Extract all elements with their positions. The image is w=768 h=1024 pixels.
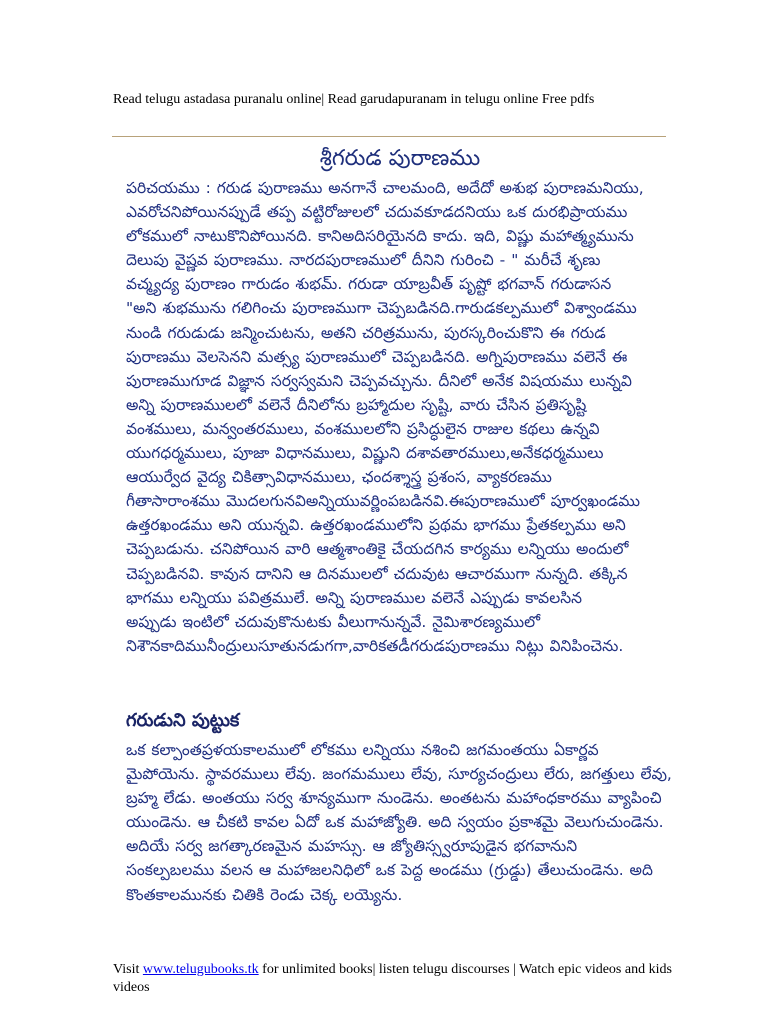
text-line: మైపోయెను. స్థావరములు లేవు. జంగమములు లేవు, సూర్యచంద్రులు లేరు, జగత్తులు లేవు, [126,765,672,784]
header-divider [112,136,666,137]
text-line: అప్పుడు ఇంటిలో చదువుకొనుటకు వీలుగానున్నవే. నైమిశారణ్యములో [126,612,541,631]
telugubooks-link[interactable]: www.telugubooks.tk [142,962,259,977]
page-header-text: Read telugu astadasa puranalu online| Read garudapuranam in telugu online Free pdfs [113,92,595,107]
text-line: అదియే సర్వ జగత్కారణమైన మహస్సు. ఆ జ్యోతిస్స్వరూపుడైన భగవానుని [126,837,578,856]
text-line: చెప్పబడును. చనిపోయిన వారి ఆత్మశాంతికై చేయదగిన కార్యము లన్నియు అందులో [126,540,629,559]
text-line: వచ్మ్యద్య పురాణం గారుడం శుభమ్. గరుడా యాబ్రవీత్ పృష్టో భగవాన్ గరుడాసన [126,275,612,294]
text-line: నిశౌనకాదిమునీంద్రులుసూతునడుగగా,వారికతడీగరుడపురాణము నిట్లు వినిపించెను. [126,636,624,655]
text-line: లోకములో నాటుకొనిపోయినది. కానిఅదిసరియైనది కాదు. ఇది, విష్ణు మహాత్మ్యమును [126,227,634,246]
text-line: అన్ని పురాణములలో వలెనే దీనిలోను బ్రహ్మాదుల సృష్టి, వారు చేసిన ప్రతిసృష్టి [126,395,587,414]
scanned-page-image [122,142,678,922]
scan-title: శ్రీగరుడ పురాణము [319,146,481,171]
text-line: పరిచయము : గరుడ పురాణము అనగానే చాలమంది, అదేదో అశుభ పురాణమనియు, [126,179,644,197]
text-line: నుండి గరుడుడు జన్మించుటను, అతని చరిత్రమును, పురస్కరించుకొని ఈ గరుడ [126,323,606,342]
text-line: యుండెను. ఆ చీకటి కావల ఏదో ఒక మహాజ్యోతి. అది స్వయం ప్రకాశమై వెలుగుచుండెను. [126,813,664,832]
story-paragraph [126,738,678,907]
section-heading: గరుడుని పుట్టుక [126,710,240,731]
intro-paragraph [126,176,678,658]
text-line: యుగధర్మములు, పూజా విధానములు, విష్ణుని దశావతారములు,అనేకధర్మములు [126,444,604,463]
text-line: గీతాసారాంశము మొదలగునవిఅన్నియువర్ణింపబడినవి.ఈపురాణములో పూర్వఖండము [126,492,640,511]
text-line: ఆయుర్వేద వైద్య చికిత్సావిధానములు, ఛందశ్శాస్త్ర ప్రశంస, వ్యాకరణము [126,468,552,487]
footer-prefix: Visit [113,962,143,977]
text-line: కొంతకాలమునకు చితికి రెండు చెక్క లయ్యెను. [126,885,403,904]
text-line: "అని శుభమును గలిగించు పురాణముగా చెప్పబడినది.గారుడకల్పములో విశ్వాండము [126,299,637,318]
text-line: పురాణము వెలసెనని మత్స్య పురాణములో చెప్పబడినది. అగ్నిపురాణము వలెనే ఈ [126,347,628,366]
footer-suffix: for unlimited books| listen telugu discourses | Watch epic videos and kids videos [113,962,672,995]
text-line: భాగము లన్నియు పవిత్రములే. అన్ని పురాణముల వలెనే ఎప్పుడు కావలసిన [126,588,582,607]
page-footer [113,961,673,997]
text-line: సంకల్పబలము వలన ఆ మహాజలనిధిలో ఒక పెద్ద అండము (గ్రుడ్డు) తేలుచుండెను. అది [126,861,653,880]
text-line: ఉత్తరఖండము అని యున్నవి. ఉత్తరఖండములోని ప్రథమ భాగము ప్రేతకల్పము అని [126,516,626,535]
text-line: దెలుపు వైష్ణవ పురాణము. నారదపురాణములో దీనిని గురించి - " మరీచే శృణు [126,251,601,270]
text-line: చెప్పబడినవి. కావున దానిని ఆ దినములలో చదువుట ఆచారముగా నున్నది. తక్కిన [126,564,628,583]
text-line: బ్రహ్మ లేడు. అంతయు సర్వ శూన్యముగా నుండెను. అంతటను మహాంధకారము వ్యాపించి [126,789,662,808]
text-line: ఎవరోచనిపోయినప్పుడే తప్ప వట్టిరోజులలో చదువకూడదనియు ఒక దురభిప్రాయము [126,203,628,222]
text-line: పురాణముగూడ విజ్ఞాన సర్వస్వమని చెప్పవచ్చును. దీనిలో అనేక విషయము లున్నవి [126,371,632,390]
text-line: ఒక కల్పాంతప్రళయకాలములో లోకము లన్నియు నశించి జగమంతయు ఏకార్ణవ [126,741,599,759]
text-line: వంశములు, మన్వంతరములు, వంశములలోని ప్రసిద్ధులైన రాజుల కథలు ఉన్నవి [126,419,600,438]
